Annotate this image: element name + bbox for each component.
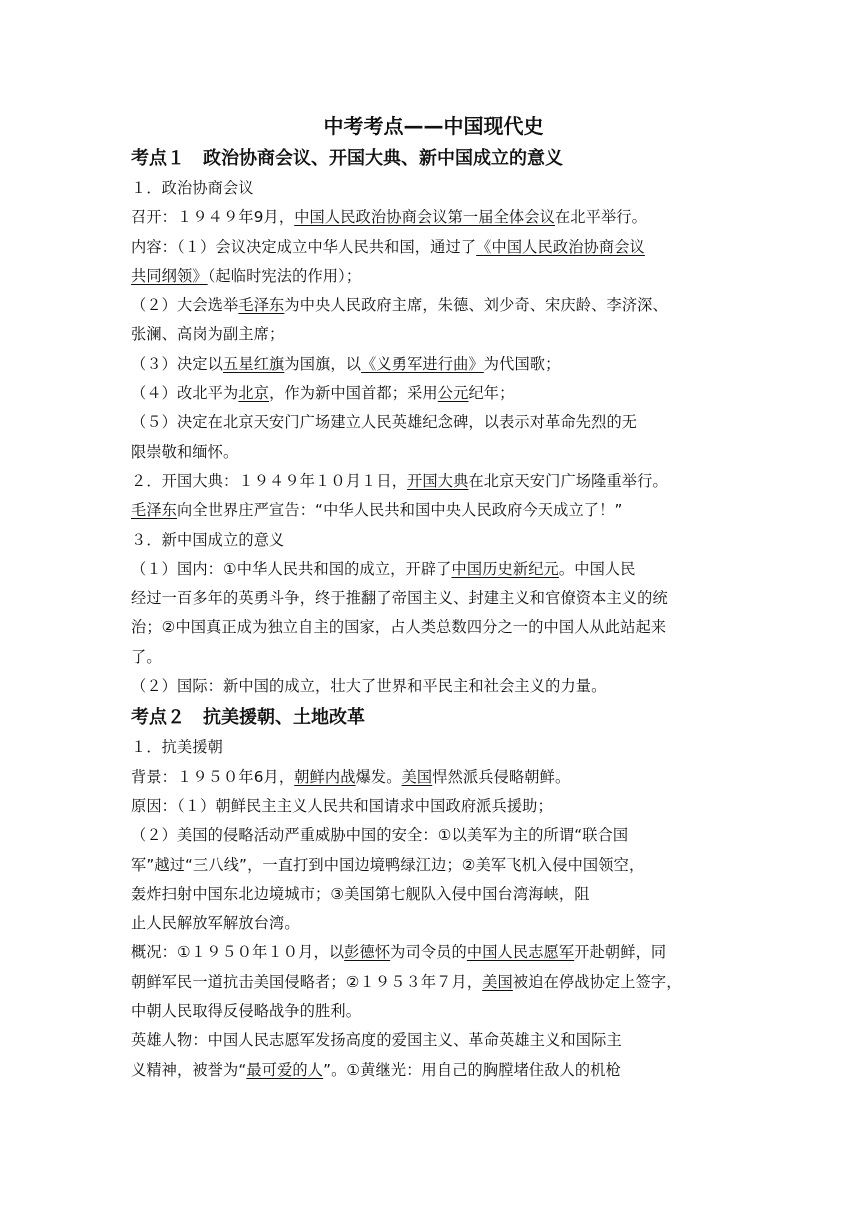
section-heading-k2: 考点２ 抗美援朝、土地改革 xyxy=(131,707,365,729)
text-line: （５）决定在北京天安门广场建立人民英雄纪念碑，以表示对革命先烈的无 xyxy=(131,413,638,432)
text-line xyxy=(131,233,736,262)
underlined-term: 中国历史新纪元 xyxy=(451,559,559,578)
text-span: 纪年； xyxy=(468,384,515,403)
text-span: 在北京天安门广场隆重举行。 xyxy=(468,471,668,490)
underlined-term: 共同纲领》 xyxy=(131,266,208,285)
text-line xyxy=(131,350,736,379)
text-span: 爆发。 xyxy=(355,767,402,786)
text-span: 为国旗，以 xyxy=(284,354,362,373)
text-line xyxy=(131,262,736,291)
underlined-term: 最可爱的人 xyxy=(246,1060,324,1079)
text-span: 在北平举行。 xyxy=(554,208,647,227)
text-line: 了。 xyxy=(131,647,162,666)
text-span: （２）大会选举 xyxy=(131,296,239,315)
text-line xyxy=(131,291,736,320)
text-span: 召开：１９４９年9月， xyxy=(131,208,295,227)
underlined-term: 朝鲜内战 xyxy=(294,767,356,786)
text-span: （起临时宪法的作用）； xyxy=(207,266,362,285)
text-span: 为代国歌； xyxy=(483,354,561,373)
text-span: 朝鲜军民一道抗击美国侵略者；②１９５３年７月， xyxy=(131,972,483,991)
text-span: ，作为新中国首都；采用 xyxy=(269,384,438,403)
subheading: ３．新中国成立的意义 xyxy=(131,530,285,549)
underlined-term: 开国大典 xyxy=(407,471,469,490)
text-span: 概况：①１９５０年１０月，以 xyxy=(131,943,345,962)
text-line: 止人民解放军解放台湾。 xyxy=(131,914,300,933)
text-line: 原因：（１）朝鲜民主主义人民共和国请求中国政府派兵援助； xyxy=(131,796,553,815)
underlined-term: 美国 xyxy=(401,767,433,786)
text-line xyxy=(131,379,736,408)
text-line xyxy=(131,555,736,584)
text-line: 治；②中国真正成为独立自主的国家，占人类总数四分之一的中国人从此站起来 xyxy=(131,618,667,637)
text-span: 被迫在停战协定上签字， xyxy=(512,972,682,991)
page-title: 中考考点——中国现代史 xyxy=(323,114,544,138)
text-span: ”。①黄继光：用自己的胸膛堵住敌人的机枪 xyxy=(323,1060,621,1079)
text-span: ２．开国大典：１９４９年１０月１日， xyxy=(131,471,408,490)
underlined-term: 中国人民志愿军 xyxy=(466,943,575,962)
text-line: 中朝人民取得反侵略战争的胜利。 xyxy=(131,1002,362,1021)
text-line: 军”越过“三八线”，一直打到中国边境鸭绿江边；②美军飞机入侵中国领空， xyxy=(131,855,645,874)
text-span: 。中国人民 xyxy=(558,559,636,578)
text-line: （２）美国的侵略活动严重威胁中国的安全：①以美军为主的所谓“联合国 xyxy=(131,826,629,845)
text-line: 英雄人物：中国人民志愿军发扬高度的爱国主义、革命英雄主义和国际主 xyxy=(131,1031,622,1050)
text-line xyxy=(131,1056,736,1085)
underlined-term: 《中国人民政治协商会议 xyxy=(476,237,645,256)
text-line xyxy=(131,496,736,525)
text-line: 轰炸扫射中国东北边境城市；③美国第七舰队入侵中国台湾海峡，阻 xyxy=(131,884,590,903)
section-heading-k1: 考点１ 政治协商会议、开国大典、新中国成立的意义 xyxy=(131,148,563,169)
text-line: 张澜、高岗为副主席； xyxy=(131,325,285,344)
subheading: １．政治协商会议 xyxy=(131,179,254,197)
text-span: 开赴朝鲜，同 xyxy=(574,943,667,962)
underlined-term: 北京 xyxy=(238,384,270,403)
text-span: 为司令员的 xyxy=(390,943,467,962)
underlined-term: 五星红旗 xyxy=(223,354,285,373)
text-span: 内容：（１）会议决定成立中华人民共和国，通过了 xyxy=(131,237,477,256)
underlined-term: 公元 xyxy=(437,384,469,403)
text-span: 悍然派兵侵略朝鲜。 xyxy=(432,767,571,786)
text-line xyxy=(131,467,736,496)
underlined-term: 毛泽东 xyxy=(238,296,285,315)
underlined-term: 毛泽东 xyxy=(131,501,178,520)
subheading: １．抗美援朝 xyxy=(131,738,224,757)
text-line xyxy=(131,968,736,997)
text-span: 向全世界庄严宣告：“中华人民共和国中央人民政府今天成立了！” xyxy=(177,501,623,520)
underlined-term: 美国 xyxy=(482,972,513,991)
underlined-term: 《义勇军进行曲》 xyxy=(361,354,484,373)
text-line xyxy=(131,203,736,232)
text-span: 义精神，被誉为“ xyxy=(131,1060,247,1079)
text-line: （２）国际：新中国的成立，壮大了世界和平民主和社会主义的力量。 xyxy=(131,677,607,696)
text-line xyxy=(131,938,736,967)
document-page xyxy=(131,108,736,1085)
text-line: 经过一百多年的英勇斗争，终于推翻了帝国主义、封建主义和官僚资本主义的统 xyxy=(131,589,668,608)
text-span: （３）决定以 xyxy=(131,354,224,373)
underlined-term: 彭德怀 xyxy=(344,943,391,962)
text-span: 背景：１９５０年6月， xyxy=(131,767,295,786)
text-span: （１）国内：①中华人民共和国的成立，开辟了 xyxy=(131,559,452,578)
text-line: 限崇敬和缅怀。 xyxy=(131,442,239,461)
underlined-term: 中国人民政治协商会议第一届全体会议 xyxy=(294,208,555,227)
text-line xyxy=(131,763,736,792)
text-span: （４）改北平为 xyxy=(131,384,239,403)
text-span: 为中央人民政府主席，朱德、刘少奇、宋庆龄、李济深、 xyxy=(284,296,668,315)
